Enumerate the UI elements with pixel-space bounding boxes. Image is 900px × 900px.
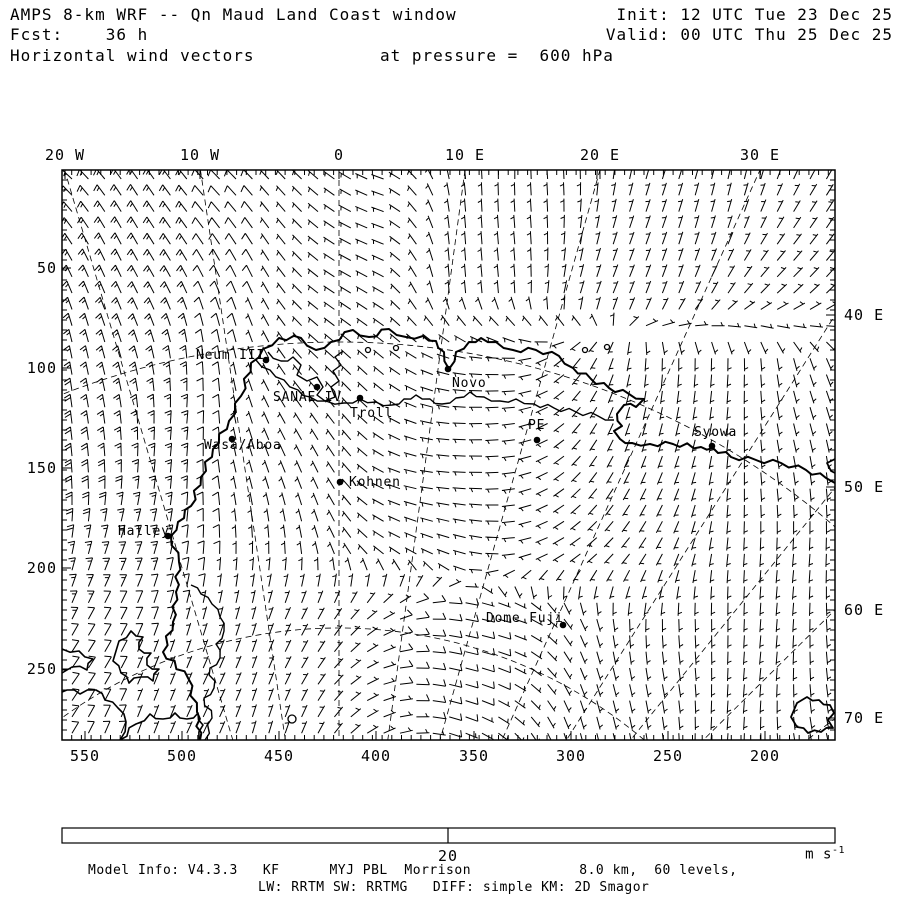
bottom-axis-label: 300 <box>555 747 587 765</box>
left-axis-label: 100 <box>26 359 57 377</box>
top-axis-label: 20 W <box>44 146 86 164</box>
field-name: Horizontal wind vectors <box>10 46 255 65</box>
meridian-line <box>434 150 605 760</box>
right-axis-label: 60 E <box>844 601 885 619</box>
island-outline <box>605 345 610 350</box>
model-info-line2: LW: RRTM SW: RRTMG DIFF: simple KM: 2D Smagor <box>258 880 650 895</box>
bottom-axis-label: 450 <box>263 747 295 765</box>
parallel-line <box>0 342 900 900</box>
coastline <box>120 713 203 740</box>
right-axis-label: 70 E <box>844 709 885 727</box>
forecast-hour: Fcst: 36 h <box>10 25 149 44</box>
station-label-neumayer-iii: Neum III <box>196 348 266 363</box>
left-axis-label: 150 <box>26 459 57 477</box>
scale-unit-exponent: -1 <box>831 845 845 856</box>
station-label-kohnen: Kohnen <box>349 475 401 490</box>
bottom-axis-label: 550 <box>69 747 101 765</box>
level-label: at pressure = 600 hPa <box>380 46 614 65</box>
station-label-pe: PE <box>528 418 546 433</box>
station-label-dome-fuji: Dome Fuji <box>486 611 564 626</box>
station-label-sanae-iv: SANAE IV <box>273 390 343 405</box>
right-axis-label: 40 E <box>844 306 885 324</box>
bottom-axis-label: 350 <box>458 747 490 765</box>
scale-unit: m s <box>805 846 832 863</box>
station-dot-syowa <box>709 443 716 450</box>
station-label-syowa: Syowa <box>694 425 738 440</box>
parallel-line <box>0 628 811 900</box>
init-time: Init: 12 UTC Tue 23 Dec 25 <box>616 5 893 24</box>
meridian-line <box>781 150 900 760</box>
station-dot-pe <box>534 437 541 444</box>
model-info-line1: Model Info: V4.3.3 KF MYJ PBL Morrison 8.0 km, 60 levels, <box>88 863 738 878</box>
left-axis-label: 200 <box>26 559 57 577</box>
station-label-novo: Novo <box>452 376 487 391</box>
right-axis-label: 50 E <box>844 478 885 496</box>
bottom-axis-label: 250 <box>652 747 684 765</box>
island-outline <box>366 348 371 353</box>
bottom-axis-label: 400 <box>360 747 392 765</box>
plot-title: AMPS 8-km WRF -- Qn Maud Land Coast window <box>10 5 457 24</box>
coastline <box>163 329 835 740</box>
station-label-troll: Troll <box>350 406 394 421</box>
scale-unit-label <box>805 845 845 863</box>
island-outline <box>583 348 588 353</box>
meridian-line <box>683 150 900 760</box>
top-axis-label: 20 E <box>579 146 621 164</box>
station-dot-novo <box>445 366 452 373</box>
station-label-wasa-aboa: Wasa/Aboa <box>204 438 282 453</box>
top-axis-label: 10 W <box>179 146 221 164</box>
station-label-halley: Halley <box>118 524 170 539</box>
coastline <box>113 631 159 683</box>
bottom-axis-label: 500 <box>166 747 198 765</box>
bottom-axis-label: 200 <box>749 747 781 765</box>
meridian-line <box>554 150 900 760</box>
top-axis-label: 30 E <box>739 146 781 164</box>
valid-time: Valid: 00 UTC Thu 25 Dec 25 <box>605 25 893 44</box>
meridian-line <box>197 150 288 760</box>
coastline <box>191 585 224 740</box>
island-outline <box>394 346 399 351</box>
top-axis-label: 0 <box>333 146 345 164</box>
station-dot-troll <box>357 395 364 402</box>
scale-mid-label: 20 <box>437 847 459 865</box>
top-axis-label: 10 E <box>444 146 486 164</box>
meridian-line <box>614 150 900 760</box>
station-dot-kohnen <box>337 479 344 486</box>
left-axis-label: 50 <box>36 259 57 277</box>
left-axis-label: 250 <box>26 660 57 678</box>
coastline <box>62 690 126 740</box>
